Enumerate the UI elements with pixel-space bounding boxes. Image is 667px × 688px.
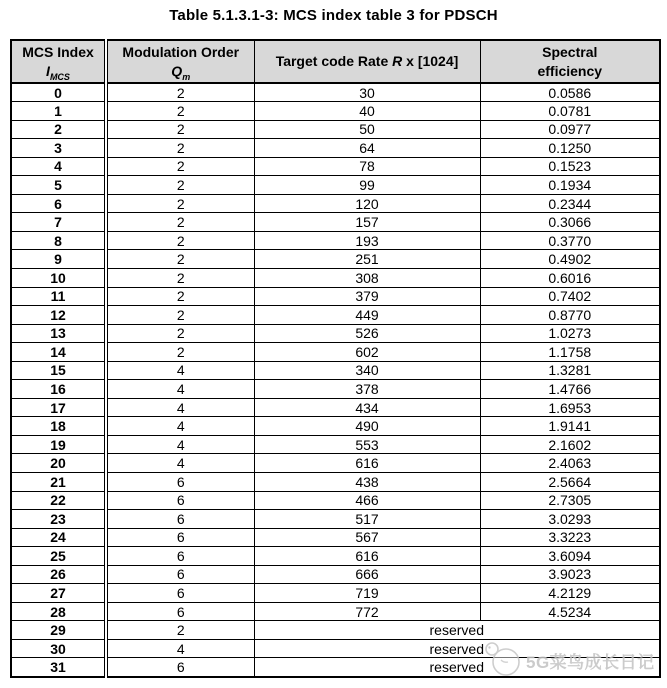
mcs-index-cell: 19 [11, 435, 106, 454]
table-row [11, 213, 660, 232]
code-rate-cell: 517 [254, 510, 480, 529]
modulation-order-cell: 6 [106, 602, 254, 621]
spectral-efficiency-cell: 1.9141 [480, 417, 660, 436]
modulation-order-cell: 2 [106, 120, 254, 139]
modulation-order-cell: 6 [106, 658, 254, 677]
table-row [11, 454, 660, 473]
modulation-order-cell: 2 [106, 287, 254, 306]
table-row [11, 83, 660, 102]
table-row [11, 528, 660, 547]
spectral-efficiency-cell: 4.2129 [480, 584, 660, 603]
table-row [11, 324, 660, 343]
modulation-order-cell: 4 [106, 361, 254, 380]
spectral-efficiency-cell: 3.0293 [480, 510, 660, 529]
mcs-index-cell: 8 [11, 231, 106, 250]
code-rate-cell: 378 [254, 380, 480, 399]
mcs-index-cell: 23 [11, 510, 106, 529]
code-rate-cell: 40 [254, 102, 480, 121]
code-rate-cell: 449 [254, 306, 480, 325]
spectral-efficiency-cell: 0.1523 [480, 157, 660, 176]
spectral-efficiency-cell: 0.1934 [480, 176, 660, 195]
table-row [11, 102, 660, 121]
modulation-order-cell: 6 [106, 528, 254, 547]
mcs-index-cell: 31 [11, 658, 106, 677]
spectral-efficiency-cell: 1.3281 [480, 361, 660, 380]
mcs-index-cell: 3 [11, 139, 106, 158]
modulation-order-cell: 6 [106, 547, 254, 566]
spectral-efficiency-cell: 0.4902 [480, 250, 660, 269]
code-rate-cell: 193 [254, 231, 480, 250]
table-row [11, 565, 660, 584]
modulation-order-cell: 2 [106, 306, 254, 325]
modulation-order-cell: 6 [106, 491, 254, 510]
table-row [11, 287, 660, 306]
code-rate-cell: 616 [254, 547, 480, 566]
code-rate-cell: 120 [254, 194, 480, 213]
code-rate-cell: 379 [254, 287, 480, 306]
code-rate-cell: 666 [254, 565, 480, 584]
table-row [11, 250, 660, 269]
table-row [11, 435, 660, 454]
spectral-efficiency-cell: 2.4063 [480, 454, 660, 473]
modulation-order-cell: 4 [106, 380, 254, 399]
table-row [11, 472, 660, 491]
mcs-index-cell: 18 [11, 417, 106, 436]
page-title: Table 5.1.3.1-3: MCS index table 3 for PDSCH [169, 7, 498, 24]
mcs-index-cell: 6 [11, 194, 106, 213]
mcs-index-cell: 0 [11, 83, 106, 102]
header-target-code-rate: Target code Rate R x [1024] [254, 40, 480, 83]
spectral-efficiency-cell: 1.6953 [480, 398, 660, 417]
mcs-index-cell: 16 [11, 380, 106, 399]
spectral-efficiency-cell: 3.3223 [480, 528, 660, 547]
spectral-efficiency-cell: 2.7305 [480, 491, 660, 510]
table-row [11, 510, 660, 529]
mcs-index-cell: 25 [11, 547, 106, 566]
spectral-efficiency-cell: 0.6016 [480, 268, 660, 287]
spectral-efficiency-cell: 1.4766 [480, 380, 660, 399]
code-rate-cell: 157 [254, 213, 480, 232]
modulation-order-cell: 4 [106, 454, 254, 473]
mcs-index-cell: 1 [11, 102, 106, 121]
header-mcs-index: MCS Index $I_{MCS}$ [11, 40, 106, 83]
spectral-efficiency-cell: 0.0781 [480, 102, 660, 121]
spectral-efficiency-cell: 0.7402 [480, 287, 660, 306]
spectral-efficiency-cell: 0.1250 [480, 139, 660, 158]
mcs-index-cell: 7 [11, 213, 106, 232]
mcs-index-cell: 15 [11, 361, 106, 380]
mcs-table-body [11, 83, 660, 677]
modulation-order-cell: 2 [106, 102, 254, 121]
modulation-order-cell: 2 [106, 194, 254, 213]
mcs-index-cell: 12 [11, 306, 106, 325]
modulation-order-cell: 6 [106, 584, 254, 603]
mcs-index-cell: 26 [11, 565, 106, 584]
mcs-index-cell: 21 [11, 472, 106, 491]
code-rate-cell: 50 [254, 120, 480, 139]
code-rate-cell: 466 [254, 491, 480, 510]
modulation-order-cell: 6 [106, 472, 254, 491]
mcs-index-cell: 22 [11, 491, 106, 510]
table-row [11, 398, 660, 417]
spectral-efficiency-cell: 3.9023 [480, 565, 660, 584]
modulation-order-cell: 6 [106, 565, 254, 584]
mcs-index-cell: 27 [11, 584, 106, 603]
spectral-efficiency-cell: 0.0977 [480, 120, 660, 139]
modulation-order-cell: 2 [106, 157, 254, 176]
spectral-efficiency-cell: 2.5664 [480, 472, 660, 491]
modulation-order-cell: 2 [106, 231, 254, 250]
code-rate-cell: 567 [254, 528, 480, 547]
mcs-index-cell: 24 [11, 528, 106, 547]
mcs-index-cell: 2 [11, 120, 106, 139]
mcs-index-cell: 13 [11, 324, 106, 343]
code-rate-cell: 526 [254, 324, 480, 343]
mcs-index-cell: 17 [11, 398, 106, 417]
mcs-index-cell: 5 [11, 176, 106, 195]
table-row [11, 361, 660, 380]
spectral-efficiency-cell: 4.5234 [480, 602, 660, 621]
table-row [11, 547, 660, 566]
code-rate-cell: 99 [254, 176, 480, 195]
code-rate-cell: 251 [254, 250, 480, 269]
table-row [11, 157, 660, 176]
modulation-order-cell: 2 [106, 621, 254, 640]
modulation-order-cell: 2 [106, 268, 254, 287]
spectral-efficiency-cell: 0.3066 [480, 213, 660, 232]
table-row [11, 621, 660, 640]
header-row [11, 40, 660, 83]
spectral-efficiency-cell: 0.3770 [480, 231, 660, 250]
code-rate-cell: 490 [254, 417, 480, 436]
table-row [11, 139, 660, 158]
modulation-order-cell: 2 [106, 176, 254, 195]
spectral-efficiency-cell: 0.8770 [480, 306, 660, 325]
mcs-index-cell: 28 [11, 602, 106, 621]
spectral-efficiency-cell: 2.1602 [480, 435, 660, 454]
spectral-efficiency-cell: 1.0273 [480, 324, 660, 343]
code-rate-cell: 78 [254, 157, 480, 176]
modulation-order-cell: 4 [106, 639, 254, 658]
mcs-index-cell: 4 [11, 157, 106, 176]
watermark-text: 5G菜鸟成长日记 [526, 652, 655, 672]
modulation-order-cell: 2 [106, 213, 254, 232]
code-rate-cell: 719 [254, 584, 480, 603]
table-row [11, 658, 660, 677]
mcs-index-cell: 20 [11, 454, 106, 473]
table-row [11, 306, 660, 325]
table-row [11, 343, 660, 362]
reserved-cell: reserved [254, 621, 660, 640]
mcs-index-cell: 11 [11, 287, 106, 306]
table-row [11, 602, 660, 621]
code-rate-cell: 553 [254, 435, 480, 454]
spectral-efficiency-cell: 3.6094 [480, 547, 660, 566]
modulation-order-cell: 4 [106, 435, 254, 454]
header-modulation-order: Modulation Order $Q_m$ [106, 40, 254, 83]
mcs-index-cell: 10 [11, 268, 106, 287]
code-rate-cell: 64 [254, 139, 480, 158]
modulation-order-cell: 2 [106, 343, 254, 362]
modulation-order-cell: 2 [106, 250, 254, 269]
modulation-order-cell: 4 [106, 417, 254, 436]
reserved-cell: reserved [254, 658, 660, 677]
table-row [11, 176, 660, 195]
code-rate-cell: 602 [254, 343, 480, 362]
table-row [11, 194, 660, 213]
spectral-efficiency-cell: 0.0586 [480, 83, 660, 102]
mcs-index-cell: 9 [11, 250, 106, 269]
code-rate-cell: 30 [254, 83, 480, 102]
mcs-index-cell: 29 [11, 621, 106, 640]
code-rate-cell: 434 [254, 398, 480, 417]
table-row [11, 584, 660, 603]
code-rate-cell: 340 [254, 361, 480, 380]
table-row [11, 380, 660, 399]
modulation-order-cell: 2 [106, 324, 254, 343]
code-rate-cell: 308 [254, 268, 480, 287]
code-rate-cell: 438 [254, 472, 480, 491]
mcs-index-table [10, 39, 661, 678]
table-row [11, 268, 660, 287]
modulation-order-cell: 4 [106, 398, 254, 417]
modulation-order-cell: 6 [106, 510, 254, 529]
table-row [11, 417, 660, 436]
spectral-efficiency-cell: 0.2344 [480, 194, 660, 213]
table-row [11, 639, 660, 658]
mcs-index-cell: 14 [11, 343, 106, 362]
modulation-order-cell: 2 [106, 83, 254, 102]
modulation-order-cell: 2 [106, 139, 254, 158]
code-rate-cell: 772 [254, 602, 480, 621]
table-row [11, 231, 660, 250]
header-spectral-efficiency: Spectral efficiency [480, 40, 660, 83]
spectral-efficiency-cell: 1.1758 [480, 343, 660, 362]
code-rate-cell: 616 [254, 454, 480, 473]
mcs-index-cell: 30 [11, 639, 106, 658]
reserved-cell: reserved [254, 639, 660, 658]
table-row [11, 491, 660, 510]
table-row [11, 120, 660, 139]
